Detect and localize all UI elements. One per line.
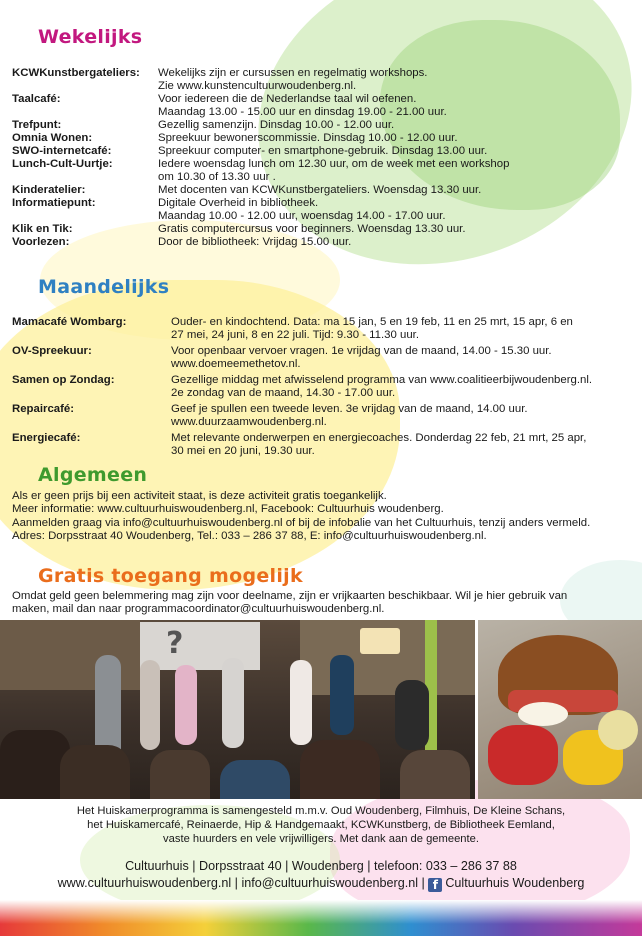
text-line: Het Huiskamerprogramma is samengesteld m.m.v. Oud Woudenberg, Filmhuis, De Kleine Schans, [76, 805, 566, 817]
schedule-row [12, 67, 627, 93]
schedule-detail-line: Door de bibliotheek: Vrijdag 15.00 uur. [158, 236, 352, 248]
schedule-detail-line: www.duurzaamwoudenberg.nl. [171, 416, 327, 428]
audience-member [150, 750, 210, 799]
schedule-detail-line: 30 mei en 20 juni, 19.30 uur. [171, 445, 315, 457]
schedule-details [158, 145, 627, 158]
contact-address: Cultuurhuis | Dorpsstraat 40 | Woudenberg | telefoon: 033 – 286 37 88 [125, 859, 517, 873]
schedule-detail-line: Wekelijks zijn er cursussen en regelmatig workshops. [158, 67, 428, 79]
schedule-label: Samen op Zondag: [12, 374, 115, 386]
schedule-label: Lunch-Cult-Uurtje: [12, 158, 113, 170]
schedule-details [171, 403, 627, 429]
schedule-row [12, 132, 627, 145]
person [290, 660, 312, 745]
schedule-label: Mamacafé Wombarg: [12, 316, 127, 328]
schedule-detail-line: Met relevante onderwerpen en energiecoaches. Donderdag 22 feb, 21 mrt, 25 apr, [171, 432, 587, 444]
schedule-detail-line: Gratis computercursus voor beginners. Woensdag 13.30 uur. [158, 223, 466, 235]
schedule-label: SWO-internetcafé: [12, 145, 112, 157]
group-activity-photo [0, 620, 475, 799]
person [222, 658, 244, 748]
lamp [360, 628, 400, 654]
rainbow-fade [0, 900, 642, 924]
schedule-label: Trefpunt: [12, 119, 62, 131]
facebook-link[interactable]: Cultuurhuis Woudenberg [445, 876, 585, 890]
schedule-row [12, 197, 627, 223]
person [395, 680, 429, 750]
schedule-label: Voorlezen: [12, 236, 70, 248]
schedule-label: Omnia Wonen: [12, 132, 93, 144]
schedule-details [158, 67, 627, 93]
schedule-detail-line: Spreekuur bewonerscommissie. Dinsdag 10.00 - 12.00 uur. [158, 132, 458, 144]
person [95, 655, 121, 755]
facebook-icon[interactable]: f [428, 878, 442, 892]
schedule-row [12, 432, 627, 458]
schedule-detail-line: Zie www.kunstencultuurwoudenberg.nl. [158, 80, 357, 92]
text-line: Adres: Dorpsstraat 40 Woudenberg, Tel.: 033 – 286 37 88, E: info@cultuurhuiswoudenberg.nl. [12, 529, 487, 542]
free-access-heading: Gratis toegang mogelijk [38, 565, 303, 587]
schedule-detail-line: Voor openbaar vervoer vragen. 1e vrijdag van de maand, 14.00 - 15.30 uur. [171, 345, 552, 357]
general-info [12, 490, 637, 543]
schedule-details [158, 184, 627, 197]
text-line: het Huiskamercafé, Reinaerde, Hip & Handgemaakt, KCWKunstberg, de Bibliotheek Eemland, [87, 819, 555, 831]
schedule-row [12, 223, 627, 236]
weekly-heading: Wekelijks [38, 26, 143, 48]
schedule-detail-line: 27 mei, 24 juni, 8 en 22 juli. Tijd: 9.30 - 11.30 uur. [171, 329, 420, 341]
schedule-row [12, 158, 627, 184]
schedule-label: KCWKunstbergateliers: [12, 67, 140, 79]
schedule-details [158, 236, 627, 249]
schedule-details [158, 119, 627, 132]
text-line: Aanmelden graag via info@cultuurhuiswoudenberg.nl of bij de infobalie van het Cultuurhuis, tenzij anders vermeld. [12, 516, 591, 529]
schedule-detail-line: Geef je spullen een tweede leven. 3e vrijdag van de maand, 14.00 uur. [171, 403, 528, 415]
schedule-details [171, 345, 627, 371]
contact-block [0, 858, 642, 892]
weekly-schedule [12, 67, 627, 249]
schedule-label: Repaircafé: [12, 403, 75, 415]
schedule-detail-line: www.doemeemethetov.nl. [171, 358, 301, 370]
schedule-detail-line: Maandag 10.00 - 12.00 uur, woensdag 14.00 - 17.00 uur. [158, 210, 446, 222]
schedule-details [171, 316, 627, 342]
monthly-schedule [12, 316, 627, 461]
text-line: Omdat geld geen belemmering mag zijn voor deelname, zijn er vrijkaarten beschikbaar. Wil je hier gebruik van [12, 590, 568, 602]
schedule-row [12, 345, 627, 371]
audience-member [400, 750, 470, 799]
food-sandwich-photo [478, 620, 642, 799]
schedule-detail-line: 2e zondag van de maand, 14.30 - 17.00 uur. [171, 387, 396, 399]
contact-web-links[interactable]: www.cultuurhuiswoudenberg.nl | info@cultuurhuiswoudenberg.nl | [57, 876, 429, 890]
schedule-row [12, 145, 627, 158]
photo-strip [0, 620, 642, 799]
schedule-detail-line: Iedere woensdag lunch om 12.30 uur, om de week met een workshop [158, 158, 510, 170]
general-heading: Algemeen [38, 464, 148, 486]
schedule-label: OV-Spreekuur: [12, 345, 92, 357]
schedule-detail-line: Gezellige middag met afwisselend programma van www.coalitieerbijwoudenberg.nl. [171, 374, 593, 386]
schedule-row [12, 184, 627, 197]
question-mark-icon: ? [166, 626, 184, 661]
schedule-row [12, 403, 627, 429]
free-access-info [12, 590, 630, 617]
text-line: Meer informatie: www.cultuurhuiswoudenberg.nl, Facebook: Cultuurhuis woudenberg. [12, 503, 444, 516]
schedule-label: Energiecafé: [12, 432, 81, 444]
schedule-row [12, 316, 627, 342]
schedule-details [158, 93, 627, 119]
schedule-detail-line: Ouder- en kindochtend. Data: ma 15 jan, 5 en 19 feb, 11 en 25 mrt, 15 apr, 6 en [171, 316, 573, 328]
schedule-details [158, 132, 627, 145]
audience-member [300, 740, 380, 799]
schedule-details [158, 223, 627, 236]
audience-member [220, 760, 290, 799]
pepper [488, 725, 558, 785]
schedule-row [12, 93, 627, 119]
monthly-heading: Maandelijks [38, 276, 170, 298]
schedule-details [171, 374, 627, 400]
schedule-label: Taalcafé: [12, 93, 61, 105]
schedule-row [12, 236, 627, 249]
text-line: vaste huurders en vele vrijwilligers. Met dank aan de gemeente. [163, 833, 479, 845]
schedule-row [12, 374, 627, 400]
schedule-detail-line: Met docenten van KCWKunstbergateliers. Woensdag 13.30 uur. [158, 184, 482, 196]
schedule-details [158, 197, 627, 223]
audience-member [60, 745, 130, 799]
cucumber [598, 710, 638, 750]
schedule-details [171, 432, 627, 458]
schedule-detail-line: Maandag 13.00 - 15.00 uur en dinsdag 19.00 - 21.00 uur. [158, 106, 447, 118]
credits-note [0, 804, 642, 846]
schedule-label: Kinderatelier: [12, 184, 86, 196]
schedule-label: Informatiepunt: [12, 197, 96, 209]
schedule-detail-line: om 10.30 of 13.30 uur . [158, 171, 276, 183]
contact-web [0, 875, 642, 892]
person [330, 655, 354, 735]
schedule-detail-line: Spreekuur computer- en smartphone-gebruik. Dinsdag 13.00 uur. [158, 145, 488, 157]
schedule-detail-line: Voor iedereen die de Nederlandse taal wil oefenen. [158, 93, 417, 105]
text-line: maken, mail dan naar programmacoordinator@cultuurhuiswoudenberg.nl. [12, 603, 385, 616]
egg [518, 702, 568, 726]
schedule-detail-line: Digitale Overheid in bibliotheek. [158, 197, 319, 209]
text-line: Als er geen prijs bij een activiteit staat, is deze activiteit gratis toegankelijk. [12, 490, 387, 502]
schedule-details [158, 158, 627, 184]
schedule-row [12, 119, 627, 132]
person [140, 660, 160, 750]
schedule-label: Klik en Tik: [12, 223, 73, 235]
schedule-detail-line: Gezellig samenzijn. Dinsdag 10.00 - 12.00 uur. [158, 119, 395, 131]
person [175, 665, 197, 745]
